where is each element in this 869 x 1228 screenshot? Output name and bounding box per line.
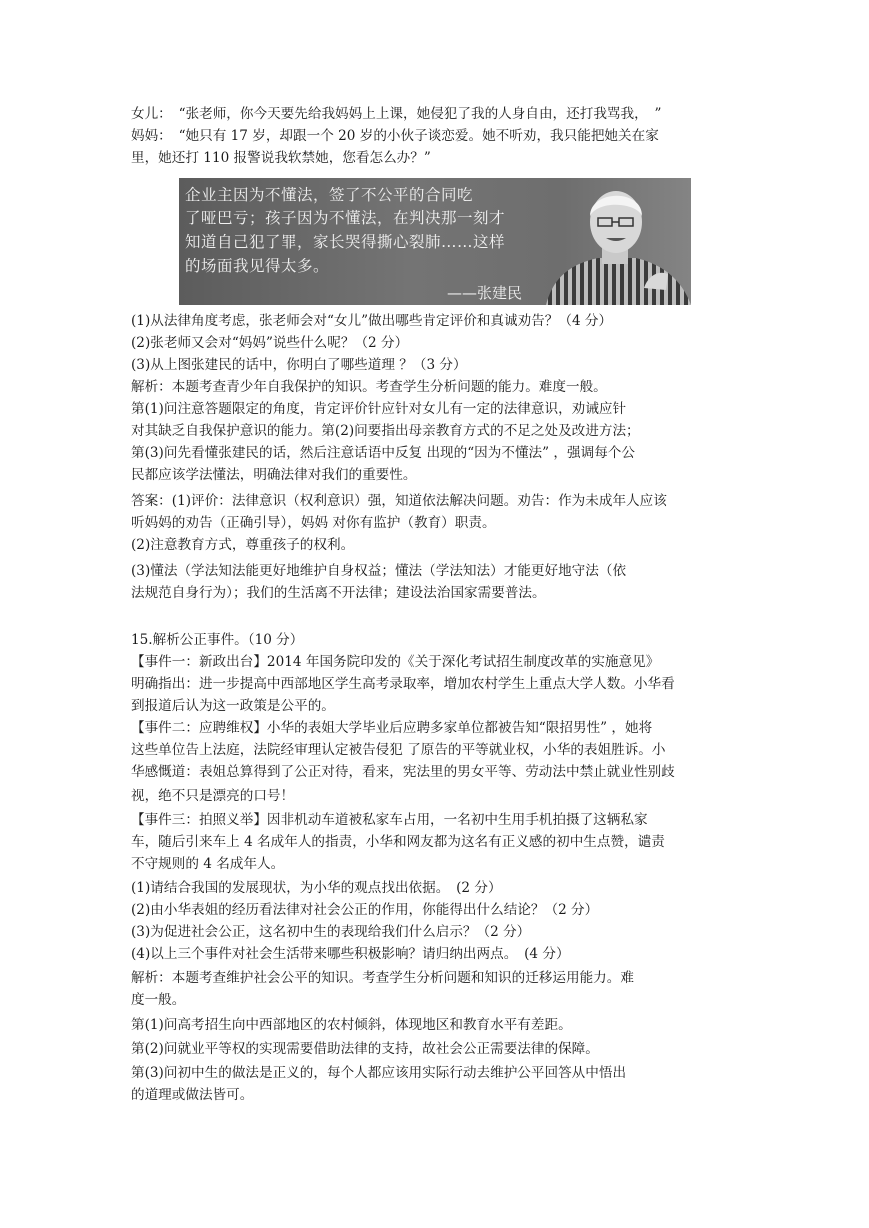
question-line: (4)以上三个事件对社会生活带来哪些积极影响？请归纳出两点。 (4 分） bbox=[131, 946, 570, 962]
quote-line: 的场面我见得太多。 bbox=[185, 257, 330, 275]
event-line: 不守规则的 4 名成年人。 bbox=[131, 856, 285, 872]
analysis-line: 度一般。 bbox=[131, 992, 186, 1008]
analysis-line: 的道理或做法皆可。 bbox=[131, 1087, 254, 1103]
analysis-line: 第(2)问就业平等权的实现需要借助法律的支持，故社会公正需要法律的保障。 bbox=[131, 1041, 599, 1057]
event-line: 这些单位告上法庭，法院经审理认定被告侵犯 了原告的平等就业权，小华的表姐胜诉。小 bbox=[131, 742, 666, 758]
event-line: 华感慨道：表姐总算得到了公正对待，看来，宪法里的男女平等、劳动法中禁止就业性别歧 bbox=[131, 764, 675, 780]
analysis-line: 第(3)问初中生的做法是正义的，每个人都应该用实际行动去维护公平回答从中悟出 bbox=[131, 1065, 627, 1081]
analysis-line: 第(3)问先看懂张建民的话，然后注意话语中反复 出现的“因为不懂法” ，强调每个公 bbox=[131, 445, 635, 461]
event-line: 【事件三：拍照义举】因非机动车道被私家车占用，一名初中生用手机拍摄了这辆私家 bbox=[131, 812, 648, 828]
event-line: 到报道后认为这一政策是公平的。 bbox=[131, 698, 335, 714]
event-line: 【事件二：应聘维权】小华的表姐大学毕业后应聘多家单位都被告知“限招男性” ，她将 bbox=[131, 720, 653, 736]
quote-line: 企业主因为不懂法，签了不公平的合同吃 bbox=[185, 186, 474, 204]
question-2: (2)张老师又会对“妈妈”说些什么呢？（2 分） bbox=[131, 335, 409, 351]
question-line: (1)请结合我国的发展现状，为小华的观点找出依据。 (2 分） bbox=[131, 880, 502, 896]
question-15-title: 15.解析公正事件。（10 分） bbox=[131, 632, 304, 648]
event-line: 车，随后引来车上 4 名成年人的指责，小华和网友都为这名有正义感的初中生点赞，谴责 bbox=[131, 834, 665, 850]
speaker-portrait-image bbox=[536, 178, 691, 305]
answer-line: 法规范自身行为）；我们的生活离不开法律；建设法治国家需要普法。 bbox=[131, 585, 546, 601]
question-line: (3)为促进社会公正，这名初中生的表现给我们什么启示？（2 分） bbox=[131, 924, 531, 940]
analysis-line: 对其缺乏自我保护意识的能力。第(2)问要指出母亲教育方式的不足之处及改进方法； bbox=[131, 423, 640, 439]
answer-line: 听妈妈的劝告（正确引导），妈妈 对你有监护（教育）职责。 bbox=[131, 515, 496, 531]
event-line: 【事件一：新政出台】2014 年国务院印发的《关于深化考试招生制度改革的实施意见》 bbox=[131, 654, 660, 670]
event-line: 明确指出：进一步提高中西部地区学生高考录取率，增加农村学生上重点大学人数。小华看 bbox=[131, 676, 675, 692]
question-3: (3)从上图张建民的话中，你明白了哪些道理 ？（3 分） bbox=[131, 357, 467, 373]
event-line: 视，绝不只是漂亮的口号！ bbox=[131, 788, 295, 804]
question-line: (2)由小华表姐的经历看法律对社会公正的作用，你能得出什么结论？（2 分） bbox=[131, 902, 599, 918]
analysis-line: 第(1)问注意答题限定的角度，肯定评价针应针对女儿有一定的法律意识，劝诫应针 bbox=[131, 401, 627, 417]
answer-line: (3)懂法（学法知法能更好地维护自身权益；懂法（学法知法）才能更好地守法（依 bbox=[131, 563, 627, 579]
analysis-line: 解析：本题考查青少年自我保护的知识。考查学生分析问题的能力。难度一般。 bbox=[131, 379, 607, 395]
analysis-line: 第(1)问高考招生向中西部地区的农村倾斜，体现地区和教育水平有差距。 bbox=[131, 1017, 572, 1033]
answer-line: (2)注意教育方式，尊重孩子的权利。 bbox=[131, 537, 355, 553]
dialogue-mother: 妈妈： “她只有 17 岁，却跟一个 20 岁的小伙子谈恋爱。她不听劝，我只能把她关在家 bbox=[131, 128, 659, 144]
quote-photo bbox=[179, 178, 691, 305]
dialogue-daughter: 女儿： “张老师，你今天要先给我妈妈上上课，她侵犯了我的人身自由，还打我骂我， ” bbox=[131, 106, 662, 122]
quote-signature: ——张建民 bbox=[447, 284, 523, 302]
dialogue-mother-cont: 里，她还打 110 报警说我软禁她，您看怎么办？” bbox=[131, 150, 431, 166]
question-1: (1)从法律角度考虑，张老师会对“女儿”做出哪些肯定评价和真诚劝告？（4 分） bbox=[131, 313, 613, 329]
analysis-line: 解析：本题考查维护社会公平的知识。考查学生分析问题和知识的迁移运用能力。难 bbox=[131, 970, 634, 986]
quote-line: 了哑巴亏；孩子因为不懂法，在判决那一刻才 bbox=[185, 209, 506, 227]
answer-line: 答案：(1)评价：法律意识（权利意识）强，知道依法解决问题。劝告：作为未成年人应该 bbox=[131, 493, 667, 509]
analysis-line: 民都应该学法懂法，明确法律对我们的重要性。 bbox=[131, 467, 417, 483]
quote-line: 知道自己犯了罪，家长哭得撕心裂肺……这样 bbox=[185, 233, 506, 251]
